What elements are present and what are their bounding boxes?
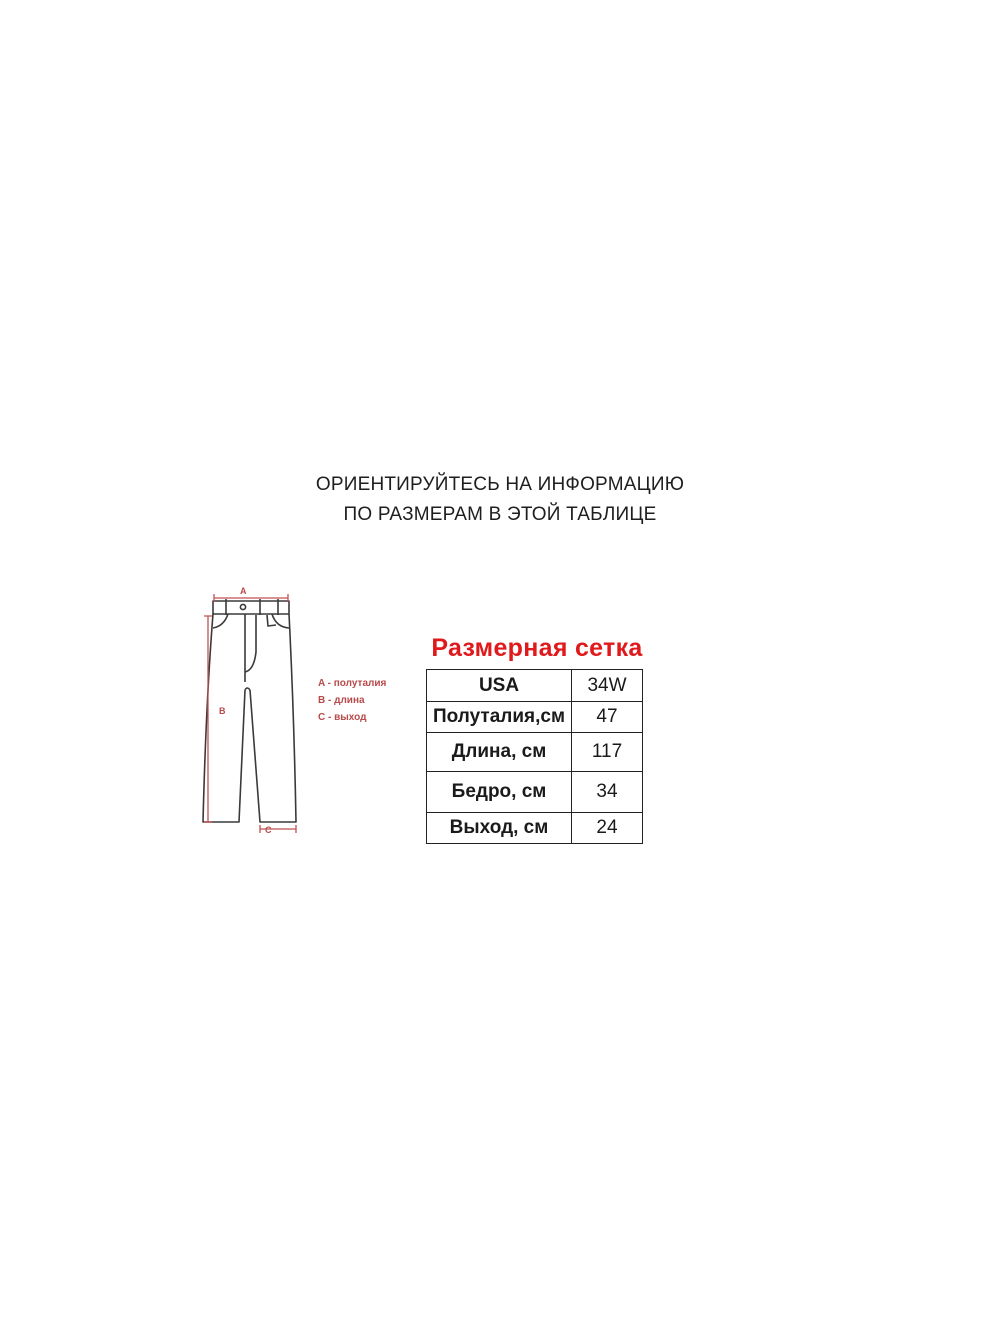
legend-item-b: B - длина (318, 695, 365, 706)
table-row (427, 733, 643, 772)
label-b: B (219, 706, 226, 716)
right-leg-outer (250, 614, 296, 822)
measurement-legend (318, 675, 386, 726)
left-leg-outer (203, 614, 245, 822)
row-label: Длина, см (427, 733, 572, 772)
legend-item-c: C - выход (318, 712, 367, 723)
row-label: USA (427, 670, 572, 702)
page-heading (0, 470, 1000, 530)
legend-item-a: A - полуталия (318, 678, 387, 689)
measurement-lines (204, 594, 296, 833)
size-table (426, 669, 643, 844)
pants-outline (203, 599, 296, 822)
crotch (245, 688, 250, 690)
heading-line-1: ОРИЕНТИРУЙТЕСЬ НА ИНФОРМАЦИЮ (315, 474, 685, 495)
label-c: C (265, 825, 272, 835)
size-chart-title: Размерная сетка (431, 634, 643, 662)
row-value: 34 (572, 772, 643, 813)
row-value: 24 (572, 813, 643, 844)
table-row (427, 670, 643, 702)
row-label: Бедро, см (427, 772, 572, 813)
row-label: Полуталия,см (427, 702, 572, 733)
table-row (427, 772, 643, 813)
fly-seam (245, 614, 256, 682)
row-value: 117 (572, 733, 643, 772)
left-pocket (213, 614, 228, 628)
heading-line-2: ПО РАЗМЕРАМ В ЭТОЙ ТАБЛИЦЕ (343, 504, 657, 525)
table-row (427, 702, 643, 733)
row-value: 47 (572, 702, 643, 733)
row-label: Выход, см (427, 813, 572, 844)
pants-diagram (190, 582, 320, 844)
row-value: 34W (572, 670, 643, 702)
button (240, 604, 245, 609)
label-a: A (240, 586, 247, 596)
table-row (427, 813, 643, 844)
